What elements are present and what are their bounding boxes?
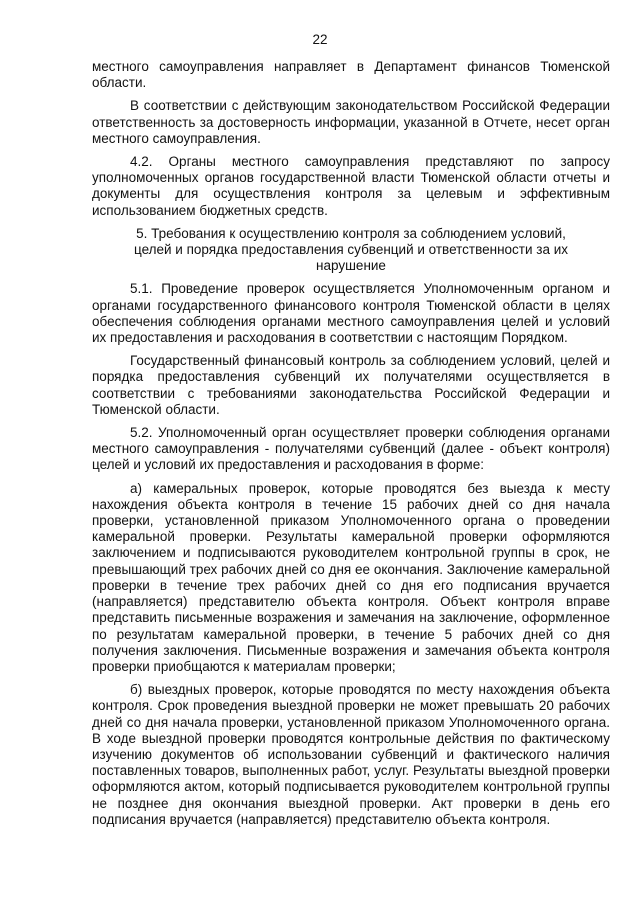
section-5-heading: 5. Требования к осуществлению контроля за соблюдением условий, целей и порядка предоставления субвенций и ответственности за их нарушение xyxy=(133,225,569,274)
document-body xyxy=(92,59,610,835)
paragraph: Государственный финансовый контроль за соблюдением условий, целей и порядка предоставления субвенций их получателями осуществляется в соответствии с требованиями законодательства Российской Федерации и Тюменской области. xyxy=(92,353,610,417)
page-number: 22 xyxy=(312,32,328,47)
paragraph-5-2: 5.2. Уполномоченный орган осуществляет проверки соблюдения органами местного самоуправления - получателями субвенций (далее - объект контроля) целей и условий их предоставления и расходования в форме: xyxy=(92,425,610,473)
paragraph: местного самоуправления направляет в Департамент финансов Тюменской области. xyxy=(92,59,610,91)
paragraph-4-2: 4.2. Органы местного самоуправления представляют по запросу уполномоченных органов государственной власти Тюменской области отчеты и документы для осуществления контроля за целевым и эффективным использованием бюджетных средств. xyxy=(92,154,610,218)
paragraph-5-1: 5.1. Проведение проверок осуществляется Уполномоченным органом и органами государственного финансового контроля Тюменской области в целях обеспечения соблюдения органами местного самоуправления целей и условий их предоставления и расходования в соответствии с настоящим Порядком. xyxy=(92,281,610,346)
paragraph: В соответствии с действующим законодательством Российской Федерации ответственность за достоверность информации, указанной в Отчете, несет орган местного самоуправления. xyxy=(92,98,610,146)
paragraph-5-2-b: б) выездных проверок, которые проводятся по месту нахождения объекта контроля. Срок проведения выездной проверки не может превышать 20 рабочих дней со дня начала проверки, установленной приказом Уполномоченного органа. В ходе выездной проверки проводятся контрольные действия по фактическому изучению документов об использовании субвенций и фактического наличия поставленных товаров, выполненных работ, услуг. Результаты выездной проверки оформляются актом, который подписывается руководителем контрольной группы не позднее дня окончания выездной проверки. Акт проверки в день его подписания вручается (направляется) представителю объекта контроля. xyxy=(92,682,610,827)
paragraph-5-2-a: а) камеральных проверок, которые проводятся без выезда к месту нахождения объекта контроля в течение 15 рабочих дней со дня начала проверки, установленной приказом Уполномоченного органа о проведении камеральной проверки. Результаты камеральной проверки оформляются заключением и подписываются руководителем контрольной группы в срок, не превышающий трех рабочих дней со дня ее окончания. Заключение камеральной проверки в течение трех рабочих дней со дня его подписания вручается (направляется) представителю объекта контроля. Объект контроля вправе представить письменные возражения и замечания на заключение, оформленное по результатам камеральной проверки, в течение 5 рабочих дней со дня получения заключения. Письменные возражения и замечания объекта контроля проверки приобщаются к материалам проверки; xyxy=(92,480,610,674)
